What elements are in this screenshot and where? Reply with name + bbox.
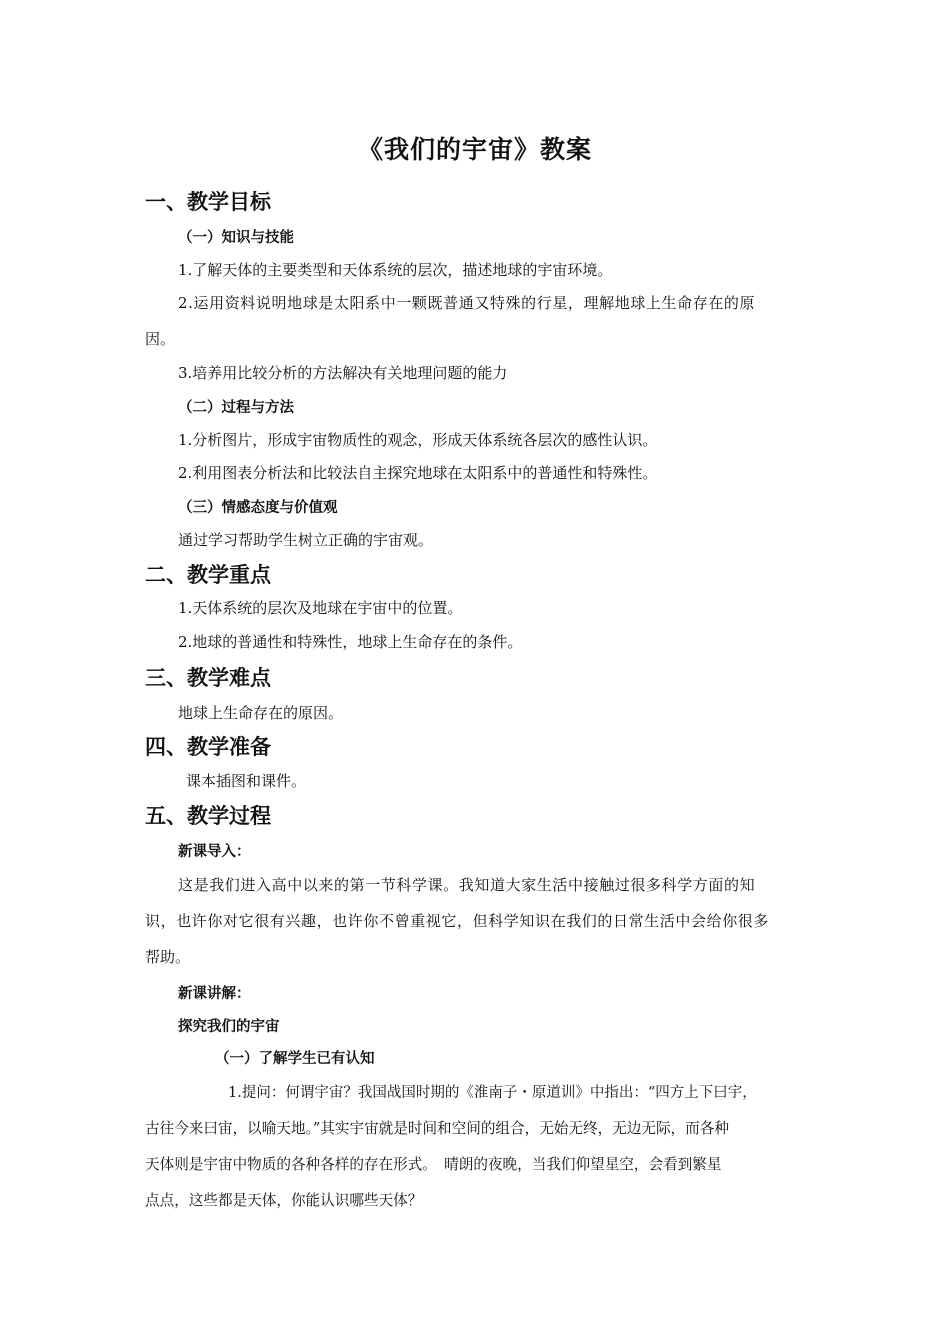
label-intro: 新课导入： [178,844,251,860]
paragraph-continuation: 天体则是宇宙中物质的各种各样的存在形式。 晴朗的夜晚，当我们仰望星空，会看到繁星 [145,1156,722,1173]
paragraph: 1.天体系统的层次及地球在宇宙中的位置。 [178,599,463,617]
paragraph-continuation: 帮助。 [145,948,191,966]
paragraph: 2.利用图表分析法和比较法自主探究地球在太阳系中的普通性和特殊性。 [178,464,658,482]
paragraph: 1.了解天体的主要类型和天体系统的层次，描述地球的宇宙环境。 [178,261,613,279]
paragraph-continuation: 古往今来曰宙，以喻天地。”其实宇宙就是时间和空间的组合，无始无终，无边无际，而各种 [145,1120,729,1137]
label-explore: 探究我们的宇宙 [178,1019,280,1035]
paragraph: 地球上生命存在的原因。 [178,704,344,722]
subheading-knowledge-skills: （一）知识与技能 [178,230,294,246]
paragraph: 1.分析图片，形成宇宙物质性的观念，形成天体系统各层次的感性认识。 [178,431,658,449]
subheading-process-methods: （二）过程与方法 [178,400,294,416]
paragraph-continuation: 识，也许你对它很有兴趣，也许你不曾重视它，但科学知识在我们的日常生活中会给你很多 [145,912,770,930]
label-lecture: 新课讲解： [178,986,251,1002]
paragraph: 课本插图和课件。 [186,772,307,790]
paragraph: 3.培养用比较分析的方法解决有关地理问题的能力 [178,364,508,382]
paragraph-continuation: 点点，这些都是天体，你能认识哪些天体？ [145,1192,423,1209]
paragraph: 通过学习帮助学生树立正确的宇宙观。 [178,531,434,549]
paragraph: 1.提问：何谓宇宙？我国战国时期的《淮南子・原道训》中指出：“四方上下曰宇， [228,1085,757,1101]
paragraph: 这是我们进入高中以来的第一节科学课。我知道大家生活中接触过很多科学方面的知 [178,876,756,894]
section-heading-process: 五、教学过程 [145,804,271,828]
document-title: 《我们的宇宙》教案 [357,135,592,164]
paragraph: 2.地球的普通性和特殊性，地球上生命存在的条件。 [178,633,523,651]
subheading-values: （三）情感态度与价值观 [178,500,338,516]
paragraph-continuation: 因。 [145,330,176,348]
section-heading-key-points: 二、教学重点 [145,563,271,587]
section-heading-difficulties: 三、教学难点 [145,666,271,690]
subheading-prior-knowledge: （一）了解学生已有认知 [215,1051,375,1067]
section-heading-objectives: 一、教学目标 [145,190,271,214]
section-heading-preparation: 四、教学准备 [145,735,271,759]
paragraph: 2.运用资料说明地球是太阳系中一颗既普通又特殊的行星，理解地球上生命存在的原 [178,294,756,312]
